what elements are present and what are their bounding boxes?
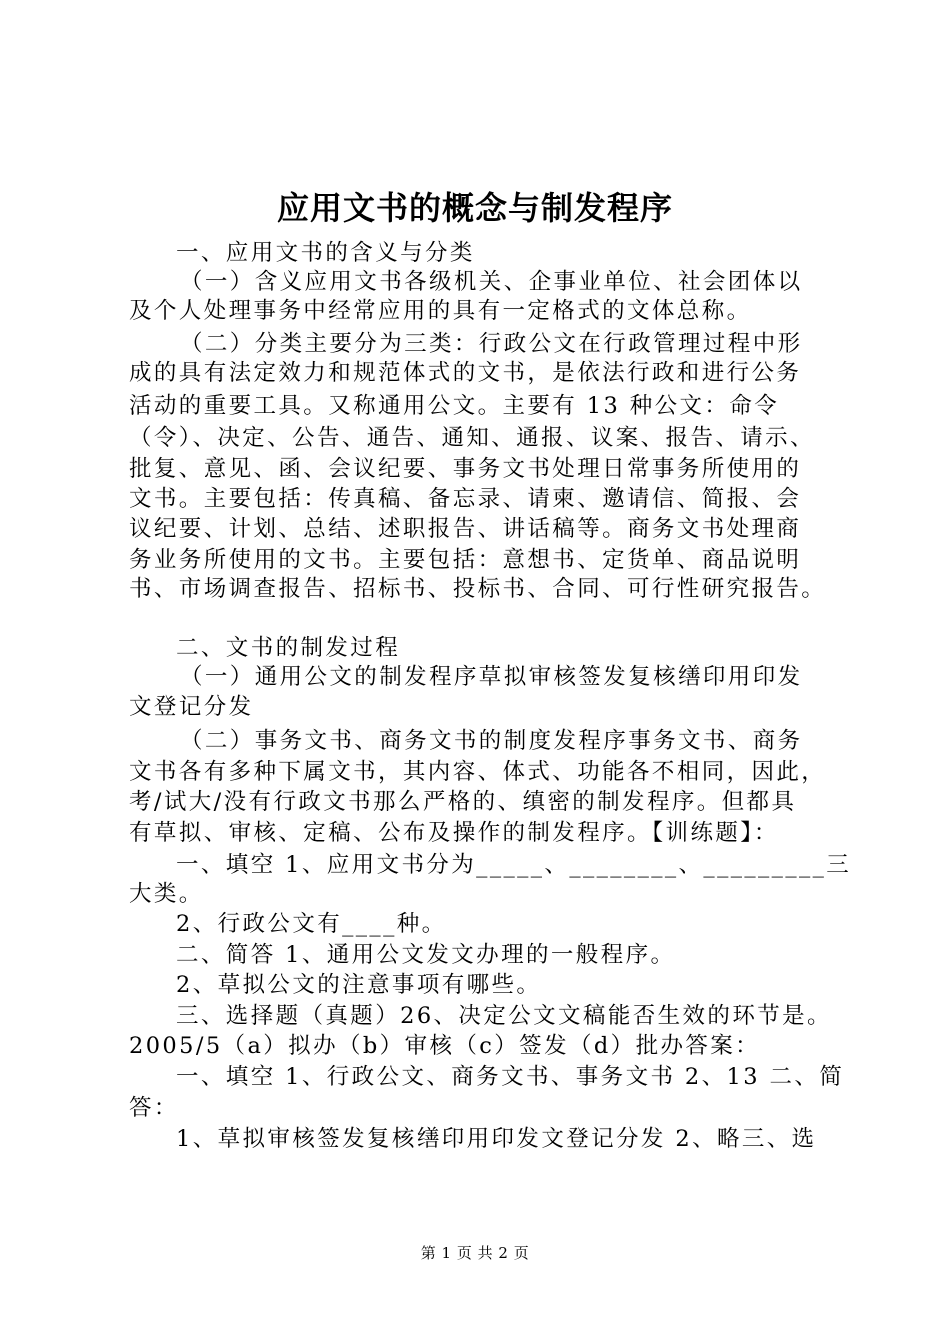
document-title: 应用文书的概念与制发程序 xyxy=(276,189,673,227)
paragraph-line: （一）通用公文的制发程序草拟审核签发复核缮印用印发 xyxy=(180,664,803,690)
paragraph-line: 文书各有多种下属文书，其内容、体式、功能各不相同，因此， xyxy=(129,759,827,785)
answer-line: 1、草拟审核签发复核缮印用印发文登记分发 2、略三、选 xyxy=(176,1126,817,1152)
paragraph-line: 文书。主要包括：传真稿、备忘录、请柬、邀请信、简报、会 xyxy=(129,486,802,512)
page-number: 第 1 页 共 2 页 xyxy=(420,1244,530,1262)
exercise-line: 大类。 xyxy=(129,881,204,907)
paragraph-line: 及个人处理事务中经常应用的具有一定格式的文体总称。 xyxy=(129,298,752,324)
paragraph-line: 考/试大/没有行政文书那么严格的、缜密的制发程序。但都具 xyxy=(129,789,797,815)
paragraph-line: （令）、决定、公告、通告、通知、通报、议案、报告、请示、 xyxy=(129,425,815,451)
paragraph-line: 书、市场调查报告、招标书、投标书、合同、可行性研究报告。 xyxy=(129,576,827,602)
exercise-line: 2、行政公文有____种。 xyxy=(176,911,447,937)
paragraph-line: 务业务所使用的文书。主要包括：意想书、定货单、商品说明 xyxy=(129,547,802,573)
exercise-line: 2005/5（a）拟办（b）审核（c）签发（d）批办答案： xyxy=(129,1033,761,1059)
paragraph-line: 成的具有法定效力和规范体式的文书，是依法行政和进行公务 xyxy=(129,360,802,386)
section-heading: 一、应用文书的含义与分类 xyxy=(176,240,475,266)
exercise-line: 一、填空 1、应用文书分为_____、________、_________三 xyxy=(176,852,852,878)
exercise-line: 三、选择题（真题）26、决定公文文稿能否生效的环节是。 xyxy=(176,1003,832,1029)
exercise-line: 二、简答 1、通用公文发文办理的一般程序。 xyxy=(176,942,676,968)
paragraph-line: 有草拟、审核、定稿、公布及操作的制发程序。【训练题】： xyxy=(129,820,779,846)
answer-line: 答： xyxy=(129,1095,179,1121)
paragraph-line: 文登记分发 xyxy=(129,694,254,720)
answer-line: 一、填空 1、行政公文、商务文书、事务文书 2、13 二、简 xyxy=(176,1064,845,1090)
exercise-line: 2、草拟公文的注意事项有哪些。 xyxy=(176,972,542,998)
paragraph-line: （二）事务文书、商务文书的制度发程序事务文书、商务 xyxy=(180,728,803,754)
paragraph-line: （二）分类主要分为三类：行政公文在行政管理过程中形 xyxy=(180,331,803,357)
paragraph-line: 活动的重要工具。又称通用公文。主要有 13 种公文：命令 xyxy=(129,393,780,419)
paragraph-line: （一）含义应用文书各级机关、企事业单位、社会团体以 xyxy=(180,269,803,295)
section-heading: 二、文书的制发过程 xyxy=(176,635,401,661)
paragraph-line: 议纪要、计划、总结、述职报告、讲话稿等。商务文书处理商 xyxy=(129,516,802,542)
paragraph-line: 批复、意见、函、会议纪要、事务文书处理日常事务所使用的 xyxy=(129,456,802,482)
